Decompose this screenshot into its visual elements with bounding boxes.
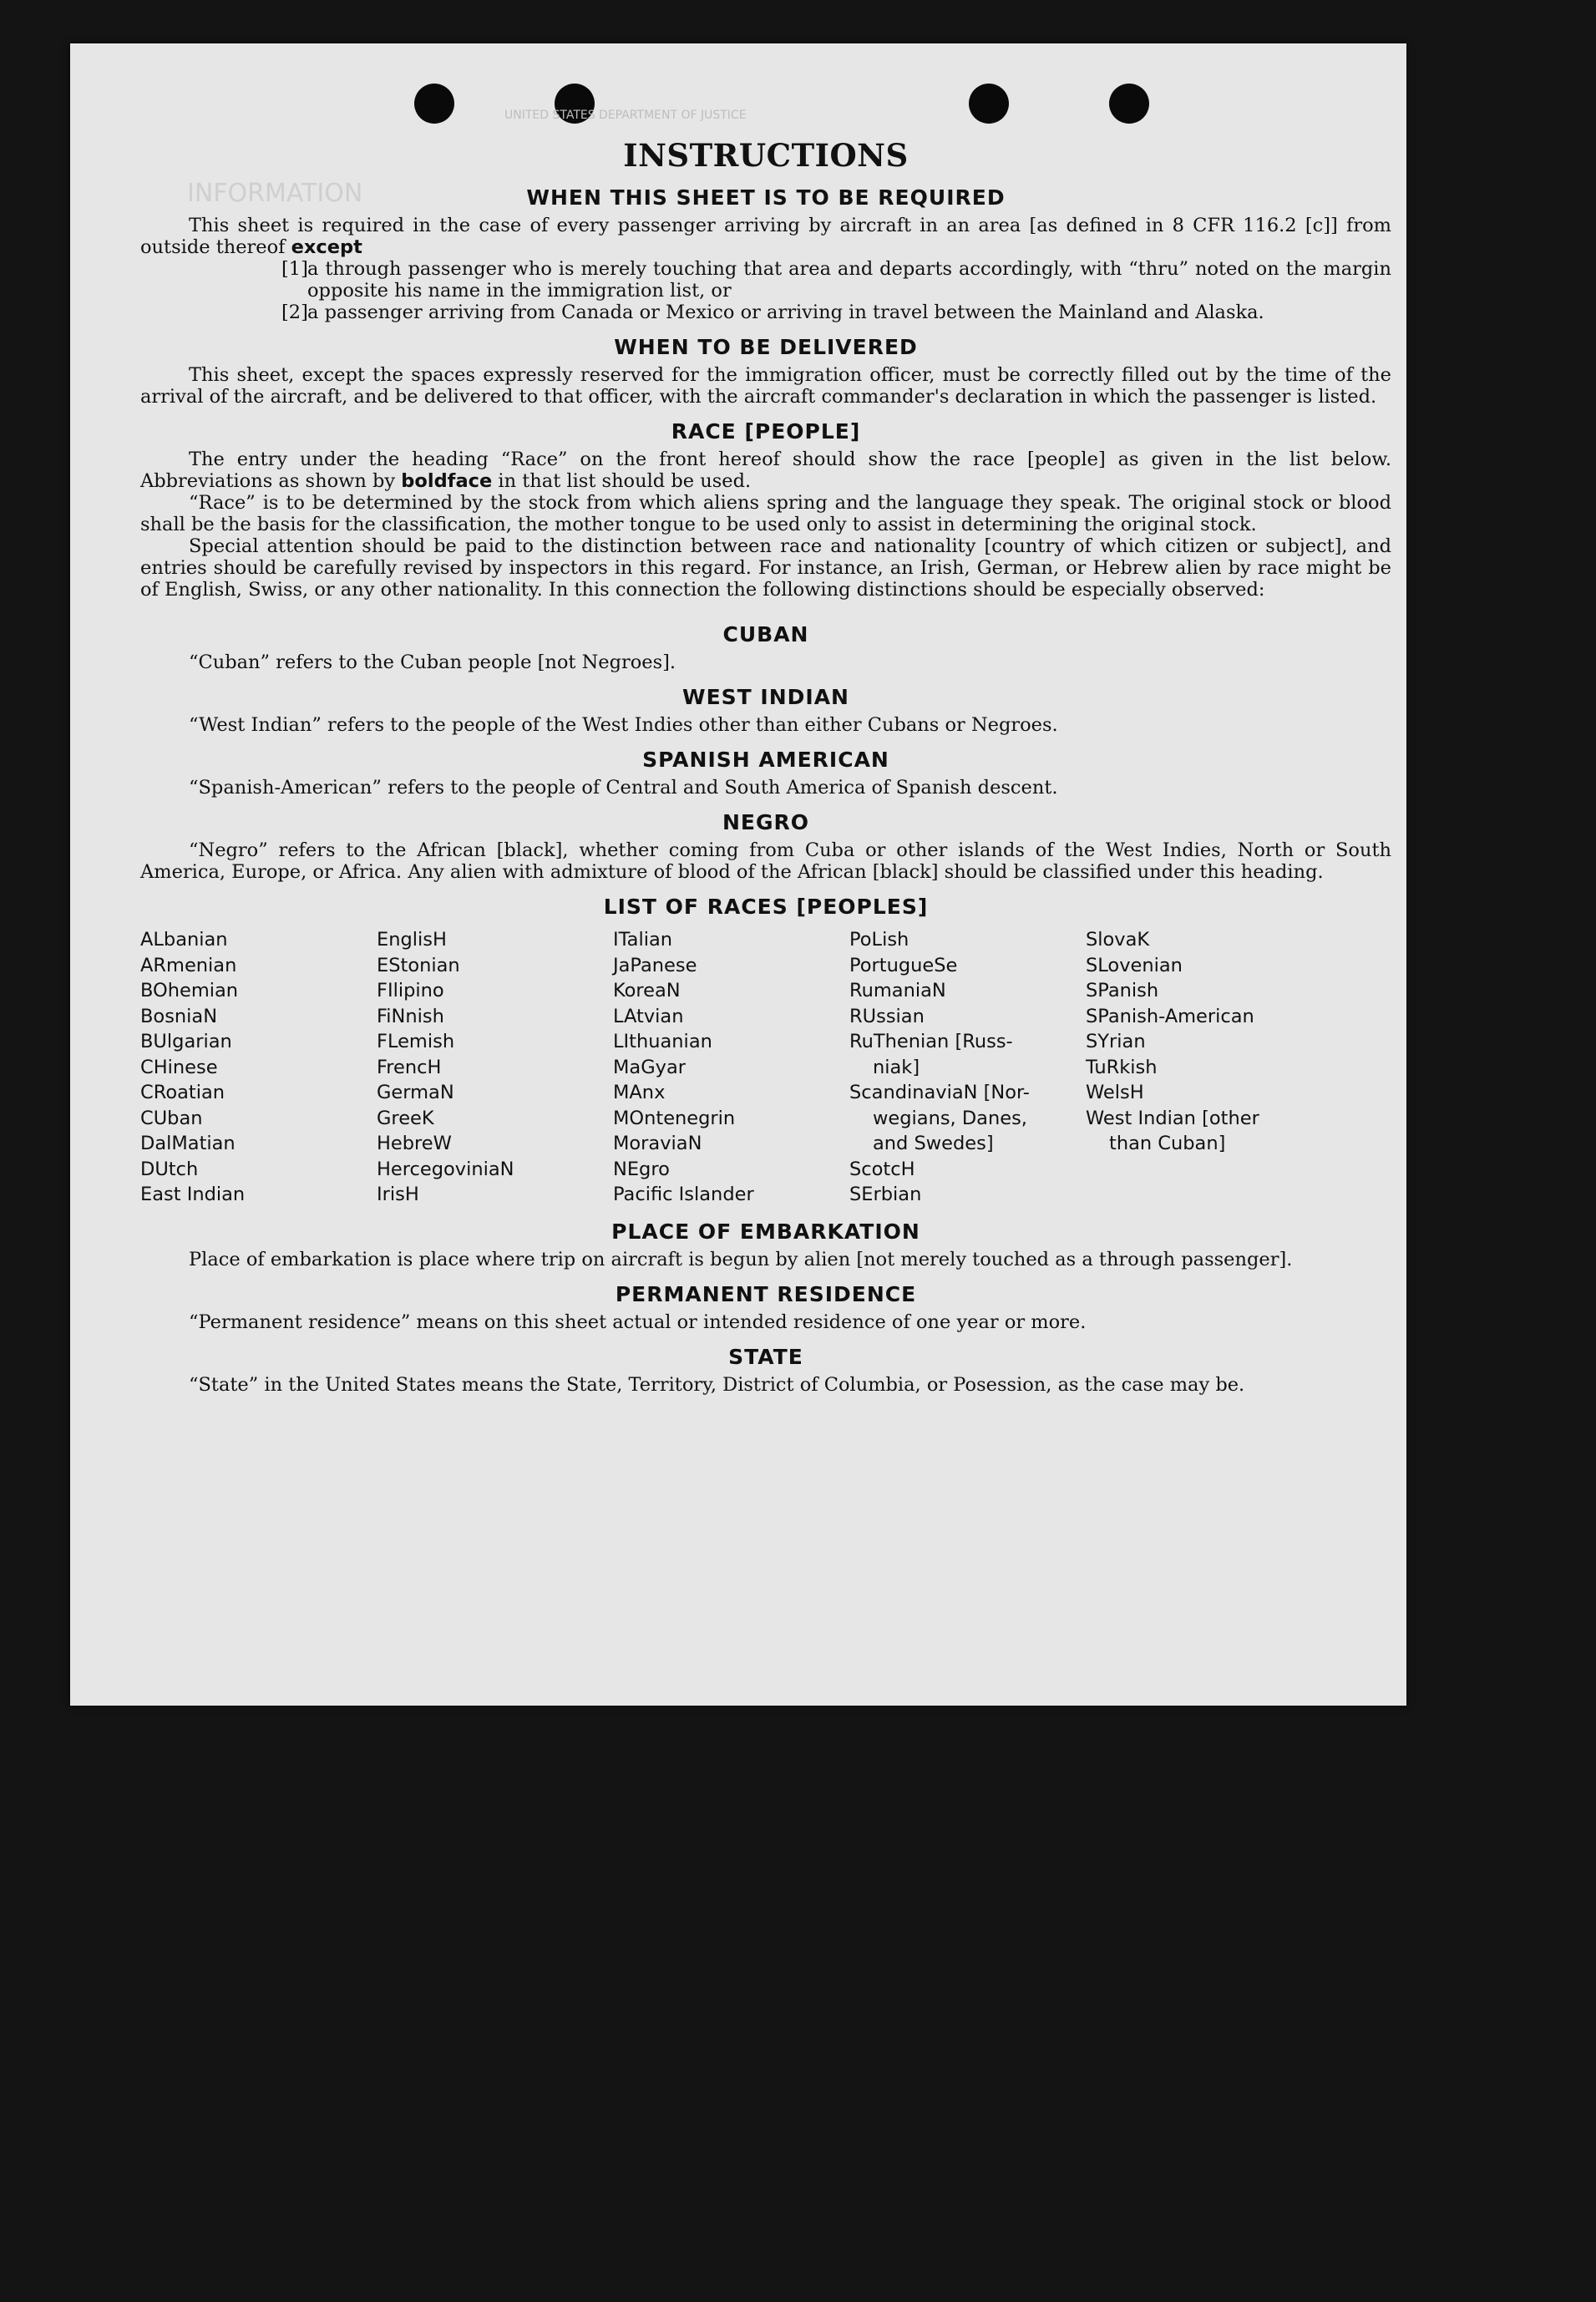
race-item: TuRkish (1086, 1056, 1158, 1078)
heading-place-of-embarkation: PLACE OF EMBARKATION (611, 1219, 920, 1244)
required-item-1: [1]a through passenger who is merely touching that area and departs accordingly, with “thru” noted on the margin opposite his name in the immigration list, or (281, 258, 1391, 302)
race-item: EnglisH (377, 929, 447, 951)
race-column-4 (849, 927, 1086, 1208)
race-item: Pacific Islander (613, 1184, 754, 1205)
race-item: RUssian (849, 1005, 925, 1027)
race-item: BOhemian (140, 980, 239, 1001)
punch-hole (414, 84, 454, 124)
heading-when-required: WHEN THIS SHEET IS TO BE REQUIRED (526, 185, 1006, 210)
race-item: SlovaK (1086, 929, 1150, 951)
heading-spanish-american: SPANISH AMERICAN (642, 748, 889, 772)
document-page (70, 43, 1406, 1706)
except-emphasis: except (291, 236, 362, 258)
race-item: RuThenian [Russ- (849, 1031, 1013, 1052)
instructions-content (140, 137, 1391, 1396)
race-item: SPanish (1086, 980, 1159, 1001)
spanish-american-text: “Spanish-American” refers to the people of Central and South America of Spanish descent. (189, 777, 1058, 799)
race-item: CRoatian (140, 1082, 225, 1103)
race-column-1 (140, 927, 377, 1208)
race-item: FrencH (377, 1056, 442, 1078)
residence-text: “Permanent residence” means on this sheet actual or intended residence of one year or more. (189, 1311, 1087, 1333)
race-item: GermaN (377, 1082, 454, 1103)
heading-list-of-races: LIST OF RACES [PEOPLES] (603, 895, 929, 919)
race-item: CHinese (140, 1056, 218, 1078)
race-item: FiNnish (377, 1005, 444, 1027)
race-item: JaPanese (613, 954, 697, 976)
race-item: and Swedes] (873, 1133, 994, 1154)
race-list (140, 927, 1391, 1208)
race-item: MOntenegrin (613, 1107, 736, 1129)
race-item: SLovenian (1086, 954, 1183, 976)
required-item-2: [2]a passenger arriving from Canada or Mexico or arriving in travel between the Mainland and Alaska. (281, 302, 1264, 323)
race-item: wegians, Danes, (873, 1107, 1027, 1129)
race-item: DUtch (140, 1158, 199, 1180)
west-indian-text: “West Indian” refers to the people of the West Indies other than either Cubans or Negroes. (189, 714, 1058, 736)
race-item: LIthuanian (613, 1031, 712, 1052)
required-intro: This sheet is required in the case of every passenger arriving by aircraft in an area [as defined in 8 CFR 116.2 [c]] from outside thereof except (140, 215, 1391, 258)
state-text: “State” in the United States means the State, Territory, District of Columbia, or Posession, as the case may be. (189, 1373, 1245, 1396)
race-item: EStonian (377, 954, 460, 976)
race-item: SYrian (1086, 1031, 1146, 1052)
race-item: HercegoviniaN (377, 1158, 514, 1180)
race-column-2 (377, 927, 613, 1208)
race-column-5 (1086, 927, 1322, 1208)
page-title: INSTRUCTIONS (623, 137, 909, 174)
race-item: SPanish-American (1086, 1005, 1254, 1027)
race-item: West Indian [other (1086, 1107, 1259, 1129)
boldface-emphasis: boldface (401, 470, 493, 492)
race-item: East Indian (140, 1184, 246, 1205)
race-item: SErbian (849, 1184, 922, 1205)
heading-when-delivered: WHEN TO BE DELIVERED (614, 335, 918, 359)
punch-hole (969, 84, 1009, 124)
race-item: MaGyar (613, 1056, 686, 1078)
race-item: ARmenian (140, 954, 237, 976)
race-item: PoLish (849, 929, 909, 951)
race-item: ScotcH (849, 1158, 915, 1180)
race-item: GreeK (377, 1107, 434, 1129)
bleedthrough-text: UNITED STATES DEPARTMENT OF JUSTICE (504, 109, 747, 122)
race-item: FLemish (377, 1031, 455, 1052)
heading-permanent-residence: PERMANENT RESIDENCE (615, 1281, 917, 1306)
race-column-3 (613, 927, 849, 1208)
race-item: PortugueSe (849, 954, 958, 976)
race-item: than Cuban] (1109, 1133, 1226, 1154)
race-item: IrisH (377, 1184, 419, 1205)
heading-cuban: CUBAN (722, 622, 809, 646)
race-item: ITalian (613, 929, 672, 951)
race-paragraph-2: “Race” is to be determined by the stock from which aliens spring and the language they speak. The original stock or blood shall be the basis for the classification, the mother tongue to be used only to assist in determining the original stock. (140, 492, 1391, 535)
race-item: FIlipino (377, 980, 444, 1001)
race-item: ALbanian (140, 929, 228, 951)
race-paragraph-3: Special attention should be paid to the distinction between race and nationality [country of which citizen or subject], and entries should be carefully revised by inspectors in this regard. For instance, an Irish, German, or Hebrew alien by race might be of English, Swiss, or any other nationality. In this connection the following distinctions should be especially observed: (140, 535, 1391, 601)
race-item: ScandinaviaN [Nor- (849, 1082, 1030, 1103)
heading-state: STATE (728, 1344, 803, 1369)
race-item: NEgro (613, 1158, 670, 1180)
race-paragraph-1: The entry under the heading “Race” on the front hereof should show the race [people] as given in the list below. Abbreviations as shown by boldface in that list should be used. (140, 449, 1391, 492)
race-item: LAtvian (613, 1005, 684, 1027)
heading-race: RACE [PEOPLE] (671, 419, 861, 444)
race-item: DalMatian (140, 1133, 236, 1154)
heading-negro: NEGRO (722, 810, 810, 834)
embarkation-text: Place of embarkation is place where trip on aircraft is begun by alien [not merely touched as a through passenger]. (189, 1248, 1293, 1270)
cuban-text: “Cuban” refers to the Cuban people [not Negroes]. (189, 652, 676, 673)
punch-hole (1109, 84, 1149, 124)
delivered-text: This sheet, except the spaces expressly reserved for the immigration officer, must be correctly filled out by the time of the arrival of the aircraft, and be delivered to that officer, with the aircraft commander's declaration in which the passenger is listed. (140, 364, 1391, 408)
race-item: BosniaN (140, 1005, 218, 1027)
race-item: RumaniaN (849, 980, 946, 1001)
race-item: WelsH (1086, 1082, 1144, 1103)
race-item: CUban (140, 1107, 203, 1129)
heading-west-indian: WEST INDIAN (682, 685, 849, 709)
race-item: MAnx (613, 1082, 666, 1103)
race-item: BUlgarian (140, 1031, 232, 1052)
race-item: niak] (873, 1056, 920, 1078)
race-item: KoreaN (613, 980, 681, 1001)
negro-text: “Negro” refers to the African [black], whether coming from Cuba or other islands of the West Indies, North or South America, Europe, or Africa. Any alien with admixture of blood of the African [black] should be classified under this heading. (140, 839, 1391, 883)
race-item: HebreW (377, 1133, 452, 1154)
bleedthrough-heading: INFORMATION (187, 179, 363, 208)
race-item: MoraviaN (613, 1133, 702, 1154)
